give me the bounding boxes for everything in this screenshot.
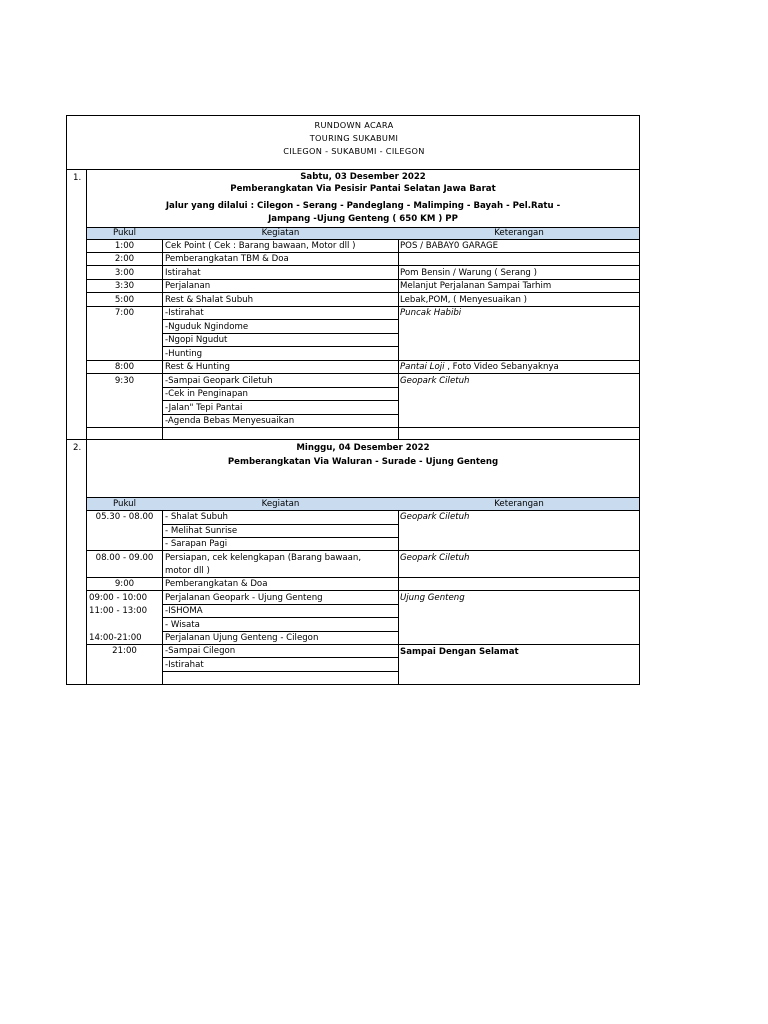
row-note: Geopark Ciletuh <box>400 553 470 563</box>
row-note: Pom Bensin / Warung ( Serang ) <box>400 268 537 278</box>
row-activity: -Hunting <box>165 349 203 359</box>
day-date: Sabtu, 03 Desember 2022 <box>300 172 426 182</box>
row-note: Melanjut Perjalanan Sampai Tarhim <box>400 281 552 291</box>
row-activity: -Istirahat <box>165 660 204 670</box>
row-time: 3:00 <box>114 268 135 278</box>
column-header-note: Keterangan <box>494 228 544 238</box>
row-activity: Pemberangkatan & Doa <box>165 579 268 589</box>
row-time: 09:00 - 10:00 <box>89 593 148 603</box>
row-time: 14:00-21:00 <box>89 633 142 643</box>
row-activity: Perjalanan Ujung Genteng - Cilegon <box>165 633 319 643</box>
route-text: Jampang -Ujung Genteng ( 650 KM ) PP <box>268 214 458 224</box>
row-time: 5:00 <box>114 295 135 305</box>
day-subtitle: Pemberangkatan Via Waluran - Surade - Ujung Genteng <box>227 457 499 467</box>
row-note: Ujung Genteng <box>400 593 465 603</box>
row-note <box>400 361 559 373</box>
row-activity: -Sampai Geopark Ciletuh <box>165 376 273 386</box>
column-header-time: Pukul <box>112 228 137 238</box>
divider <box>162 239 163 439</box>
note-place: Pantai Loji <box>400 362 445 372</box>
row-note: Sampai Dengan Selamat <box>400 647 519 657</box>
divider <box>67 169 639 170</box>
row-note: POS / BABAY0 GARAGE <box>400 241 499 251</box>
row-activity: Istirahat <box>165 268 201 278</box>
day-date: Minggu, 04 Desember 2022 <box>296 443 430 453</box>
row-time: 9:00 <box>114 579 135 589</box>
row-note: Geopark Ciletuh <box>400 512 470 522</box>
row-activity: -Ngopi Ngudut <box>165 335 228 345</box>
row-time: 3:30 <box>114 281 135 291</box>
row-activity: Rest & Hunting <box>165 362 230 372</box>
column-header-activity: Kegiatan <box>261 499 300 509</box>
row-activity: motor dll ) <box>165 566 210 576</box>
row-time: 1:00 <box>114 241 135 251</box>
row-activity: -Sampai Cilegon <box>165 646 236 656</box>
row-note: Lebak,POM, ( Menyesuaikan ) <box>400 295 527 305</box>
row-time: 08.00 - 09.00 <box>95 553 154 563</box>
note-text: , Foto Video Sebanyaknya <box>444 362 559 372</box>
divider <box>67 439 639 440</box>
row-activity: - Wisata <box>165 620 200 630</box>
row-time: 21:00 <box>112 646 137 656</box>
day-number: 1. <box>73 173 82 183</box>
row-time: 2:00 <box>114 254 135 264</box>
row-activity: Rest & Shalat Subuh <box>165 295 254 305</box>
rundown-sheet <box>66 115 640 685</box>
row-activity: Perjalanan Geopark - Ujung Genteng <box>165 593 323 603</box>
row-activity: - Shalat Subuh <box>165 512 229 522</box>
row-activity: Cek Point ( Cek : Barang bawaan, Motor dll ) <box>165 241 356 251</box>
row-note: Geopark Ciletuh <box>400 376 470 386</box>
row-activity: Persiapan, cek kelengkapan (Barang bawaan, <box>165 553 362 563</box>
row-note: Puncak Habibi <box>400 308 462 318</box>
day-subtitle: Pemberangkatan Via Pesisir Pantai Selatan Jawa Barat <box>230 184 496 194</box>
row-activity: -ISHOMA <box>165 606 203 616</box>
row-time: 8:00 <box>114 362 135 372</box>
row-activity: - Melihat Sunrise <box>165 526 238 536</box>
day-number: 2. <box>73 443 82 453</box>
row-activity: -Jalan" Tepi Pantai <box>165 403 243 413</box>
row-activity: -Cek in Penginapan <box>165 389 248 399</box>
row-activity: Pemberangkatan TBM & Doa <box>165 254 289 264</box>
column-header-time: Pukul <box>112 499 137 509</box>
doc-title: RUNDOWN ACARA <box>314 120 394 130</box>
row-time: 7:00 <box>114 308 135 318</box>
row-activity: Perjalanan <box>165 281 211 291</box>
column-header-note: Keterangan <box>494 499 544 509</box>
divider <box>398 239 399 439</box>
route-text: Jalur yang dilalui : Cilegon - Serang - Pandeglang - Malimping - Bayah - Pel.Ratu - <box>165 201 561 211</box>
row-time: 11:00 - 13:00 <box>89 606 148 616</box>
row-activity: - Sarapan Pagi <box>165 539 228 549</box>
doc-subtitle: TOURING SUKABUMI <box>309 133 399 143</box>
row-time: 9:30 <box>114 376 135 386</box>
row-time: 05.30 - 08.00 <box>95 512 154 522</box>
row-activity: -Istirahat <box>165 308 204 318</box>
row-activity: -Agenda Bebas Menyesuaikan <box>165 416 295 426</box>
doc-route: CILEGON - SUKABUMI - CILEGON <box>283 146 425 156</box>
column-header-activity: Kegiatan <box>261 228 300 238</box>
row-activity: -Nguduk Ngindome <box>165 322 249 332</box>
